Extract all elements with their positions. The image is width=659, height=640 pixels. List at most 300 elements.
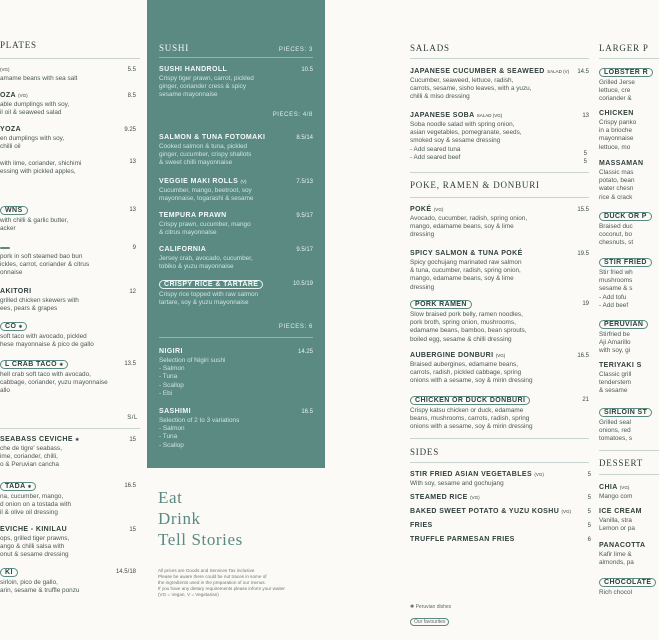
description-line: - Scallop <box>159 441 184 449</box>
description-line: - Add seared beef <box>410 153 461 161</box>
description-line: Aji Amarillo <box>599 339 631 347</box>
item-name-text: CHICKEN <box>599 110 634 117</box>
description-line: chilli & miso dressing <box>410 93 470 101</box>
menu-item <box>0 92 136 117</box>
item-name-text: AUBERGINE DONBURI <box>410 352 494 359</box>
legend-peruvian: ✱ Peruvian dishes <box>410 604 452 610</box>
item-name-text: SALMON & TUNA FOTOMAKI <box>159 134 266 141</box>
menu-item-name <box>599 362 659 369</box>
menu-item-name <box>0 66 136 73</box>
menu-item <box>159 408 313 450</box>
menu-item-name <box>159 134 313 141</box>
menu-item-price: 5 <box>587 509 591 515</box>
description-line: tartare, soy & yuzu mayonnaise <box>159 299 249 307</box>
menu-item-title <box>599 362 642 369</box>
menu-item-title <box>599 508 642 515</box>
dietary-tag: (VG) <box>495 353 506 358</box>
item-name-text: LOBSTER R <box>604 69 649 76</box>
item-name-text: AKITORI <box>0 288 32 295</box>
item-name-text: ICE CREAM <box>599 508 642 515</box>
menu-item-description <box>599 79 659 104</box>
menu-item <box>599 484 659 501</box>
description-line: boiled egg, sesame & chilli dressing <box>410 335 512 343</box>
menu-item <box>599 320 659 356</box>
menu-item-price: 16.5 <box>301 409 313 415</box>
description-line: il & olive oil dressing <box>0 509 58 517</box>
menu-item-name <box>410 206 589 213</box>
description-line: & citrus mayonnaise <box>159 229 217 237</box>
slogan <box>158 487 243 550</box>
menu-item-name <box>159 280 313 289</box>
description-line: Jersey crab, avocado, cucumber, <box>159 255 253 262</box>
menu-item-price: 14.25 <box>297 349 313 355</box>
menu-item-name <box>0 288 136 295</box>
description-line: edamame beans, bamboo, bean sprouts, <box>410 327 527 335</box>
description-line: carrots, radish, pickled cabbage, spring <box>410 369 522 377</box>
description-line: Kafir lime & <box>599 551 632 558</box>
divider <box>599 450 659 451</box>
menu-item-description <box>159 187 313 203</box>
description-line: essing with pickled apples, <box>0 168 76 176</box>
menu-item-description <box>0 75 136 83</box>
menu-item-title <box>599 110 634 117</box>
menu-column-small-plates <box>0 0 140 640</box>
description-line: Braised duc <box>599 223 633 230</box>
menu-item <box>599 578 659 597</box>
menu-item-title <box>0 126 21 133</box>
divider <box>410 462 589 463</box>
sushi-heading: SUSHI <box>159 43 190 53</box>
menu-item-name <box>159 408 313 415</box>
divider <box>599 474 659 475</box>
description-line: smoked soy & sesame dressing <box>410 137 501 145</box>
item-name-text: SIRLOIN ST <box>604 409 648 416</box>
menu-item <box>0 568 136 595</box>
menu-item-name <box>599 542 659 549</box>
menu-item-title <box>599 212 652 221</box>
menu-item-description <box>0 297 136 313</box>
menu-item-title <box>410 300 472 309</box>
description-line: - Add beef <box>599 301 629 309</box>
menu-item-title <box>410 112 502 119</box>
description-line: sesame & s <box>599 285 633 293</box>
menu-item <box>599 362 659 396</box>
section-subheading: S/L <box>127 415 138 421</box>
description-line: with soy, gi <box>599 347 631 355</box>
pieces-label: PIECES: 4/8 <box>272 112 313 118</box>
menu-item-description <box>159 75 313 100</box>
menu-item <box>0 206 136 233</box>
dietary-tag: (VG) <box>561 509 572 514</box>
menu-item <box>0 436 136 470</box>
description-line: hese mayonnaise & pico de gallo <box>0 341 94 349</box>
item-name-text: PORK RAMEN <box>415 301 467 308</box>
description-line: onut & sesame dressing <box>0 551 69 559</box>
description-line: grilled chicken skewers with <box>0 297 79 304</box>
description-line: - Salmon <box>159 365 185 373</box>
divider <box>0 58 140 59</box>
menu-item-title <box>410 536 515 543</box>
menu-item-name <box>0 360 136 369</box>
menu-item-price: 7.5/13 <box>296 179 313 185</box>
menu-item-name <box>410 112 589 119</box>
description-line: il oil & seaweed salad <box>0 109 62 117</box>
description-line: tobiko & yuzu mayonnaise <box>159 263 234 271</box>
menu-item <box>599 258 659 310</box>
menu-item <box>410 522 591 529</box>
menu-item-price: 19.5 <box>577 251 589 257</box>
item-name-text: JAPANESE SOBA <box>410 112 475 119</box>
item-name-text: CO <box>5 323 17 330</box>
pieces-label: PIECES: 6 <box>278 324 313 330</box>
item-name-text: SEABASS CEVICHE <box>0 436 73 443</box>
menu-item <box>0 360 136 396</box>
description-line: & tuna, cucumber, radish, spring onion, <box>410 267 521 275</box>
description-line: - Tuna <box>159 433 178 441</box>
dietary-tag: SALAD (V) <box>547 69 570 74</box>
menu-item-description <box>0 217 136 233</box>
description-line: coriander & <box>599 95 632 103</box>
description-line: d onion on a tostada with <box>0 501 72 509</box>
menu-item <box>599 110 659 152</box>
menu-item-price: 9.5/17 <box>296 213 313 219</box>
menu-item <box>159 66 313 100</box>
small-plates-heading: PLATES <box>0 40 37 50</box>
menu-item <box>599 542 659 567</box>
menu-item-price: 6 <box>587 537 591 543</box>
menu-item <box>0 158 136 176</box>
menu-item-title <box>0 322 27 331</box>
menu-item <box>599 68 659 104</box>
description-line: - Scallop <box>159 381 184 389</box>
menu-item-price: 10.5 <box>301 67 313 73</box>
menu-item <box>410 396 589 432</box>
description-line: Spicy gochujang marinated raw salmon <box>410 259 522 266</box>
description-line: Crispy tiger prawn, carrot, pickled <box>159 75 254 82</box>
menu-item-description <box>599 269 659 310</box>
menu-item-description <box>159 417 313 450</box>
description-line: in a brioche <box>599 127 633 135</box>
menu-item-price: 15.5 <box>577 207 589 213</box>
item-name-text: TEMPURA PRAWN <box>159 212 227 219</box>
divider <box>0 428 140 429</box>
divider <box>410 438 589 439</box>
dietary-tag: SALAD (VG) <box>476 113 503 118</box>
description-line: ango & chilli salsa with <box>0 543 65 551</box>
menu-item-description <box>0 160 136 176</box>
menu-item-name <box>410 68 589 75</box>
menu-item-title <box>410 494 480 501</box>
favourites-ring: Our favourites <box>410 618 449 626</box>
slogan-line: Drink <box>158 509 201 528</box>
menu-item-price: 19 <box>582 301 589 307</box>
description-line: Stirfried be <box>599 331 630 338</box>
menu-item <box>0 322 136 349</box>
larger-plates-heading: LARGER P <box>599 43 649 53</box>
menu-item <box>159 280 313 307</box>
menu-item-price: 16.5 <box>124 483 136 489</box>
description-line: Crispy rice topped with raw salmon <box>159 291 259 298</box>
addon-price: 5 <box>583 151 587 157</box>
menu-item-price: 5 <box>587 495 591 501</box>
description-line: lettuce, cre <box>599 87 631 95</box>
description-line: onnaise <box>0 269 23 277</box>
item-name-text: TERIYAKI S <box>599 362 642 369</box>
item-name-text: DUCK OR P <box>604 213 647 220</box>
menu-item-title <box>159 134 265 141</box>
menu-item <box>599 408 659 444</box>
description-line: o & Peruvian cancha <box>0 461 59 469</box>
menu-item-name <box>599 408 659 417</box>
menu-item-description <box>0 579 136 595</box>
description-line: Vanilla, stra <box>599 517 632 524</box>
description-line: able dumplings with soy, <box>0 101 70 108</box>
menu-item-name <box>599 68 659 77</box>
menu-item-name <box>0 526 136 533</box>
menu-item-description <box>159 221 313 237</box>
fine-print-line: If you have any dietary requirements please inform your waiter <box>158 586 285 591</box>
menu-item-description <box>159 291 313 307</box>
item-name-text: POKÉ <box>410 206 432 213</box>
menu-item <box>159 348 313 398</box>
fine-print-line: All prices are Goods and Services Tax inclusive <box>158 568 255 573</box>
menu-item-description <box>159 143 313 168</box>
divider <box>410 172 589 173</box>
description-line: che de tigre' seabass, <box>0 445 62 452</box>
description-line: Braised aubergines, edamame beans, <box>410 361 518 368</box>
item-name-text: SASHIMI <box>159 408 191 415</box>
menu-item-name <box>0 206 136 215</box>
menu-item-description <box>599 223 659 248</box>
menu-item <box>159 212 313 237</box>
item-name-text: OZA <box>0 92 16 99</box>
description-line: almonds, pa <box>599 559 634 567</box>
menu-item-title <box>599 578 656 587</box>
menu-item-price: 12 <box>129 289 136 295</box>
item-name-text: NIGIRI <box>159 348 183 355</box>
description-line: tomatoes, s <box>599 435 633 443</box>
menu-item-price: 13 <box>582 113 589 119</box>
divider <box>410 58 589 59</box>
menu-item <box>0 526 136 560</box>
menu-item-price: 14.5 <box>577 69 589 75</box>
menu-item-title <box>599 258 652 267</box>
item-name-text: EVICHE - KINILAU <box>0 526 68 533</box>
menu-item-title <box>410 250 523 257</box>
menu-item-title <box>0 92 28 99</box>
description-line: Selection of Nigiri sushi <box>159 357 226 364</box>
menu-item-description <box>599 119 659 152</box>
menu-item-name <box>159 66 313 73</box>
description-line: & sesame <box>599 387 628 395</box>
description-line: Cucumber, seaweed, lettuce, radish, <box>410 77 514 84</box>
menu-item-description <box>0 333 136 349</box>
dietary-tag: ✱ <box>18 324 23 329</box>
description-line: Avocado, cucumber, radish, spring onion, <box>410 215 528 222</box>
menu-item-title <box>0 360 68 369</box>
menu-item-price: 5 <box>587 472 591 478</box>
menu-item <box>410 300 589 344</box>
description-line: carrots, sesame, sisho leaves, with a yuzu, <box>410 85 532 93</box>
description-line: cabbage, coriander, yuzu mayonnaise <box>0 379 108 387</box>
menu-item-title <box>0 247 10 249</box>
divider <box>159 337 313 338</box>
sushi-subsection-header <box>159 112 313 118</box>
menu-item-description <box>599 371 659 396</box>
menu-item-title <box>159 212 227 219</box>
menu-item-name <box>159 212 313 219</box>
description-line: with lime, coriander, shichimi <box>0 160 82 167</box>
menu-item-price: 5.5 <box>127 67 136 73</box>
menu-item <box>410 508 591 515</box>
menu-item-name <box>410 508 591 515</box>
menu-item-title <box>159 178 247 185</box>
menu-item <box>159 178 313 203</box>
description-line: beans, mushrooms, carrots, radish, spring <box>410 415 530 423</box>
menu-item-title <box>0 436 79 443</box>
menu-item <box>159 246 313 271</box>
menu-item-name <box>0 126 136 133</box>
description-line: hell crab soft taco with avocado, <box>0 371 91 378</box>
menu-item-description <box>0 445 136 470</box>
description-line: Classic grill <box>599 371 632 378</box>
menu-item <box>0 288 136 313</box>
description-line: Slow braised pork belly, ramen noodles, <box>410 311 523 318</box>
menu-item <box>599 508 659 533</box>
menu-item-title <box>0 206 28 215</box>
dietary-tag: (VG) <box>433 207 444 212</box>
item-name-text: CRISPY RICE & TARTARE <box>164 281 259 288</box>
menu-item-name <box>0 436 136 443</box>
menu-item-price: 16.5 <box>577 353 589 359</box>
menu-item-title <box>159 408 191 415</box>
description-line: Stir fried wh <box>599 269 633 276</box>
description-line: ginger, coriander cress & spicy <box>159 83 247 91</box>
description-line: onions with a sesame, soy & mirin dressing <box>410 423 533 431</box>
menu-item-price: 9.5/17 <box>296 247 313 253</box>
menu-item <box>410 494 591 501</box>
menu-item-description <box>0 371 136 396</box>
description-line: - Add tofu <box>599 293 627 301</box>
fine-print <box>158 568 318 598</box>
menu-item-title <box>159 246 206 253</box>
description-line: Soba noodle salad with spring onion, <box>410 121 515 128</box>
description-line: ime, coriander, chilli, <box>0 453 58 461</box>
menu-item-name <box>0 482 136 491</box>
menu-item-description <box>159 357 313 398</box>
menu-item-name <box>599 258 659 267</box>
description-line: dressing <box>410 283 435 291</box>
description-line: lettuce, mo <box>599 143 631 151</box>
description-line: Rich chocol <box>599 589 633 596</box>
menu-item-title <box>599 484 629 491</box>
menu-item <box>599 160 659 202</box>
description-line: onions with a sesame, soy & mirin dressing <box>410 377 533 385</box>
menu-item-price: 5 <box>587 523 591 529</box>
ceviche-section-header <box>0 415 138 421</box>
menu-item <box>0 66 136 83</box>
description-line: Cooked salmon & tuna, pickled <box>159 143 248 150</box>
description-line: acker <box>0 225 16 233</box>
sushi-section-header <box>159 43 313 53</box>
description-line: pork in soft steamed bao bun <box>0 253 83 260</box>
item-name-text: WNS <box>5 207 23 214</box>
menu-item-name <box>599 212 659 221</box>
dietary-tag: ✱ <box>27 484 32 489</box>
description-line: sesame mayonnaise <box>159 91 218 99</box>
menu-item-name <box>599 160 659 167</box>
menu-item-description <box>410 361 589 386</box>
item-name-text: STEAMED RICE <box>410 494 468 501</box>
menu-item-description <box>599 551 659 567</box>
menu-item-title <box>599 160 643 167</box>
menu-item-title <box>599 320 648 329</box>
menu-item-name <box>599 320 659 329</box>
item-name-text: STIR FRIED ASIAN VEGETABLES <box>410 471 533 478</box>
menu-item-name <box>0 92 136 99</box>
menu-item-title <box>0 568 18 577</box>
menu-item-description <box>410 259 589 292</box>
menu-item-name <box>410 352 589 359</box>
menu-item-price: 15 <box>129 437 136 443</box>
item-name-text: JAPANESE CUCUMBER & SEAWEED <box>410 68 545 75</box>
menu-item-description <box>410 480 591 488</box>
dietary-tag: (VG) <box>470 495 480 500</box>
menu-item-title <box>0 66 10 73</box>
dietary-tag: (VG) <box>534 472 544 477</box>
menu-item-name <box>159 348 313 355</box>
menu-item-price: 10.5/19 <box>292 281 313 287</box>
item-name-text: CHICKEN OR DUCK DONBURI <box>415 397 526 404</box>
menu-item-description <box>410 215 589 240</box>
menu-column-sushi <box>147 0 325 468</box>
slogan-line: Tell Stories <box>158 530 243 549</box>
menu-item-price: 13 <box>129 159 136 165</box>
menu-item-name <box>410 396 589 405</box>
menu-item-name <box>410 250 589 257</box>
menu-item-price: 8.5/14 <box>296 135 313 141</box>
description-line: rice & crack <box>599 193 633 201</box>
fine-print-line: (VG = Vegan, V = Vegetarian) <box>158 592 219 597</box>
divider <box>599 58 659 59</box>
legend-favourites <box>410 618 449 626</box>
menu-item-name <box>159 246 313 253</box>
description-line: Classic mas <box>599 169 634 176</box>
menu-item <box>410 536 591 543</box>
menu-item-price: 13.5 <box>124 361 136 367</box>
menu-item-title <box>159 66 227 73</box>
item-name-text: PERUVIAN <box>604 321 644 328</box>
item-name-text: FRIES <box>410 522 433 529</box>
menu-item-title <box>599 408 652 417</box>
description-line: Crispy panko <box>599 119 637 126</box>
menu-item-description <box>599 517 659 533</box>
description-line: - Tuna <box>159 373 178 381</box>
menu-item <box>159 134 313 168</box>
menu-item-description <box>0 253 136 278</box>
item-name-text: VEGGIE MAKI ROLLS <box>159 178 239 185</box>
menu-item-title <box>410 352 505 359</box>
description-line: chilli oil <box>0 143 21 151</box>
dietary-tag: (VG) <box>18 93 28 98</box>
menu-item-price: 13 <box>129 207 136 213</box>
item-name-text: BAKED SWEET POTATO & YUZU KOSHU <box>410 508 560 515</box>
item-name-text: KI <box>5 569 13 576</box>
description-line: amame beans with sea salt <box>0 75 78 82</box>
sushi-subsection-header <box>159 324 313 330</box>
item-name-text: YOZA <box>0 126 22 133</box>
menu-item-description <box>159 255 313 271</box>
